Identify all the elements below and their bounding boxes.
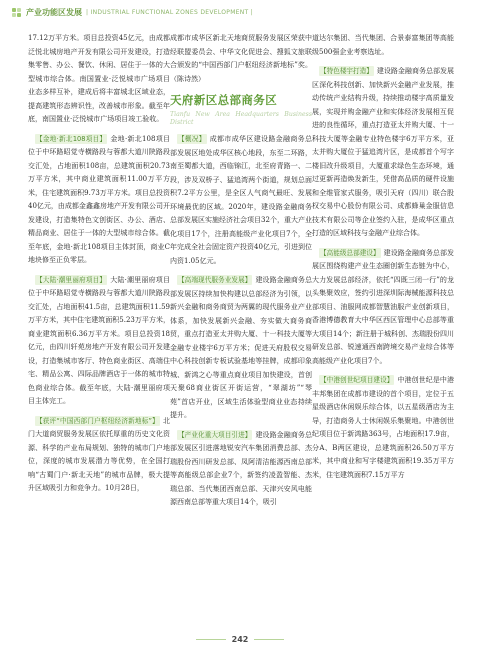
tag-award: 【获评“中国西部门户枢纽经济新地标”】 xyxy=(36,416,159,425)
text-award-continued: 成都市成华区新北天地商贸服务发展区荣获中经联盟委员会、中华文化促进会、搜狐文旅联合颁发的“中国西部门户枢纽经济新地标”奖。 xyxy=(170,34,312,69)
column-left xyxy=(28,32,170,496)
footer-divider-right xyxy=(254,639,284,640)
page-footer xyxy=(0,632,480,646)
text-award: 北门大道商贸服务发展区依托厚重的历史文化资源、科学的产业布局规划、独特的城市门户地位，深度的城市发展潜力等优势，在全国打响“古蜀门户·新北天地”的城市品牌，极大提升区域吸引力和竞争力。10月28日， xyxy=(28,416,170,492)
paragraph-nanguo-continued: 17.12万平方米。项目总投资45亿元，由成都泛悦北城房地产开发有限公司开发建设，打造集零售、办公、餐饮、休闲、居住于一体的大型城市综合体。南国置业·泛悦城市广场项目业态多样互补，建成后将丰富城北区域业态，提高建筑形态辨识性，改善城市形象。截至年底，南国置业·泛悦城市广场项目竣工验收。 xyxy=(28,34,170,123)
paragraph-jindi xyxy=(28,133,170,268)
text-jindi: 金地·新北108项目位于中环路昭觉寺横路段与蓉都大道川陕路段交汇处，占地面积108亩，总建筑面积20.73万平方米，其中商业建筑面积11.00万平方米，住宅建筑面积9.73万平方米。项目总投资40亿元，由成都金鑫鑫房地产开发有限公司开发建设，打造集特色文创街区、办公、酒店、精品商业、居住于一体的大型城市综合体。截至年底，金地·新北108项目主体封顶，商业C地块修至正负零层。 xyxy=(28,134,170,264)
paragraph-zhonggang xyxy=(312,374,454,482)
text-buildings: 建设路金融商务总部发展区深化科技创新、加快新兴金融产业发展，推动传统产业结构升级，持续推动楼宇高质量发展，实现并购金融产业和实体经济发展相互促进的良性循环，重点打造亚太并购大厦、十一科技大厦等金融专业特色楼宇6万平方米，亚太并购大厦位于猛追湾片区，是成都首个写字楼旧改升级项目，大厦重求绿色生态环境，通过更新再造焕发新生，凭借高品质的硬件设施和全维管家式服务，吸引天府（四川）联合股权交易中心股份有限公司、成都蜂巢金服信息技术有限公司等企业签约入驻，是成华区重点打造的区域科技与金融产业综合体。 xyxy=(312,67,455,237)
text-zhonggang: 中港创世纪是中港丰邦集团在成都市建设的首个项目，定位于五星级酒店休闲娱乐综合体，以五星级酒店为主导，打造商务人士休闲娱乐集聚地。中港创世纪项目位于新鸿路363号，占地面积17.9亩，分A、B两区建设，总建筑面积26.50万平方米，其中商业和写字楼建筑面积19.35万平方米，住宅建筑面积7.15万平方 xyxy=(312,376,455,479)
tag-jindi: 【金地·新北108项目】 xyxy=(36,134,107,143)
paragraph-dalu xyxy=(28,274,170,409)
text-services: 建设路金融商务总部发展区持续加快构建以总部经济为引领，以新兴金融和商务商贸为两翼的现代服务业产业体系，加快发展新兴金融、夯实做大商务商贸，重点打造亚太并购大厦、十一科技大厦等金融专业楼宇6万平方米；促进天府股权交易中心科技创新专板试验基地等挂牌，成都印象城、新鸿之心等重点商业项目加快建设，首创天聚68商业街区开街运营，“翠湖坊”“琴苑”首店开业，区域生活体验型商业业态持续提升。 xyxy=(170,276,313,419)
paragraph-projects xyxy=(170,429,312,510)
text-dalu: 大陆·潮里丽府项目位于中环路昭觉寺横路段与蓉都大道川陕路段交汇处，占地面积41.5亩，总建筑面积11.59万平方米，其中住宅建筑面积5.23万平方米，商业建筑面积6.36万平方米。项目总投资18亿元，由四川轩苑房地产开发有限公司开发建设，打造集城市客厅、特色商业街区、高端住宅、精品公寓、四际品牌酒店于一体的城市特色商业综合体。截至年底，大陆·潮里丽府项目主体完工。 xyxy=(28,275,170,405)
column-middle xyxy=(170,32,312,510)
column-right xyxy=(312,32,454,482)
paragraph-award-continued xyxy=(170,32,312,86)
tag-buildings: 【特色楼宇打造】 xyxy=(320,67,373,75)
green-squares-icon xyxy=(12,8,22,17)
paragraph-headquarters xyxy=(312,247,454,369)
page-header xyxy=(0,0,480,24)
paragraph-projects-continued: 道达尔集团、当代集团、合景泰富集团等高能级500强企业考察选址。 xyxy=(312,34,454,56)
paragraph-services xyxy=(170,274,312,423)
text-projects: 建设路金融商务总部发展区引进落地锐安汽车集团消费总部、杰瑞股份西川研发总部、凤阿清洁能源西南总部等高能级总部企业7个，新签约凌盈智能、杰瑞总部、当代集团西南总部、天津兴安风电能源西南总部等重大项目14个，吸引 xyxy=(170,430,313,506)
tag-services: 【高端现代服务业发展】 xyxy=(178,276,252,284)
tag-overview: 【概况】 xyxy=(178,135,206,143)
tag-dalu: 【大陆·潮里丽府项目】 xyxy=(36,275,107,284)
paragraph-overview xyxy=(170,133,312,268)
section-heading xyxy=(170,92,312,127)
author-note: （陈诗然） xyxy=(170,74,205,83)
footer-divider-left xyxy=(196,639,226,640)
text-headquarters: 建设路金融商务总部发展区围绕构建产业生态圈创新生态链为中心，大力发展总部经济，依托“四既三闭一行”的龙头集聚效应，签约引进深圳际海械能源科技总部项目、油服网成都智慧油服产业创新项目，香港博德教育大中华区西区管理中心总部等重大项目14个；新注册于城科创、杰瑞股份四川研发总部、锐速通西南跨境交易产业综合体等高能级产业化项目7个。 xyxy=(312,248,454,365)
text-overview: 成都市成华区建设路金融商务总部发展区地处成华区核心地段，东至二环路，南至蜀都大道，西临锦江，北至府青路一、二段，涉及双桥子、猛追湾两个街道，规划总面积7.2平方公里，是全区人气商气最旺、发展环境最优的区域。2020年，建设路金融商务总部发展区实施经济社会项目32个，重大产业化项目17个，注册高能级产业化项目7个，全年完成全社会固定资产投资40亿元，引进到位内资1.05亿元。 xyxy=(170,135,313,265)
paragraph-award xyxy=(28,415,170,496)
tag-zhonggang: 【中港创世纪项目建设】 xyxy=(320,376,394,384)
page-number: 242 xyxy=(231,634,249,644)
section-title-en: Tianfu New Area Headquarters Business District xyxy=(170,111,312,126)
header-title: 产业功能区发展 xyxy=(26,7,82,17)
paragraph-buildings xyxy=(312,65,454,241)
tag-projects: 【产业化重大项目引进】 xyxy=(178,430,252,439)
tag-headquarters: 【高能级总部建设】 xyxy=(320,248,380,257)
header-subtitle: | INDUSTRIAL FUNCTIONAL ZONES DEVELOPMENT | xyxy=(86,8,254,16)
section-title-cn: 天府新区总部商务区 xyxy=(170,93,278,107)
